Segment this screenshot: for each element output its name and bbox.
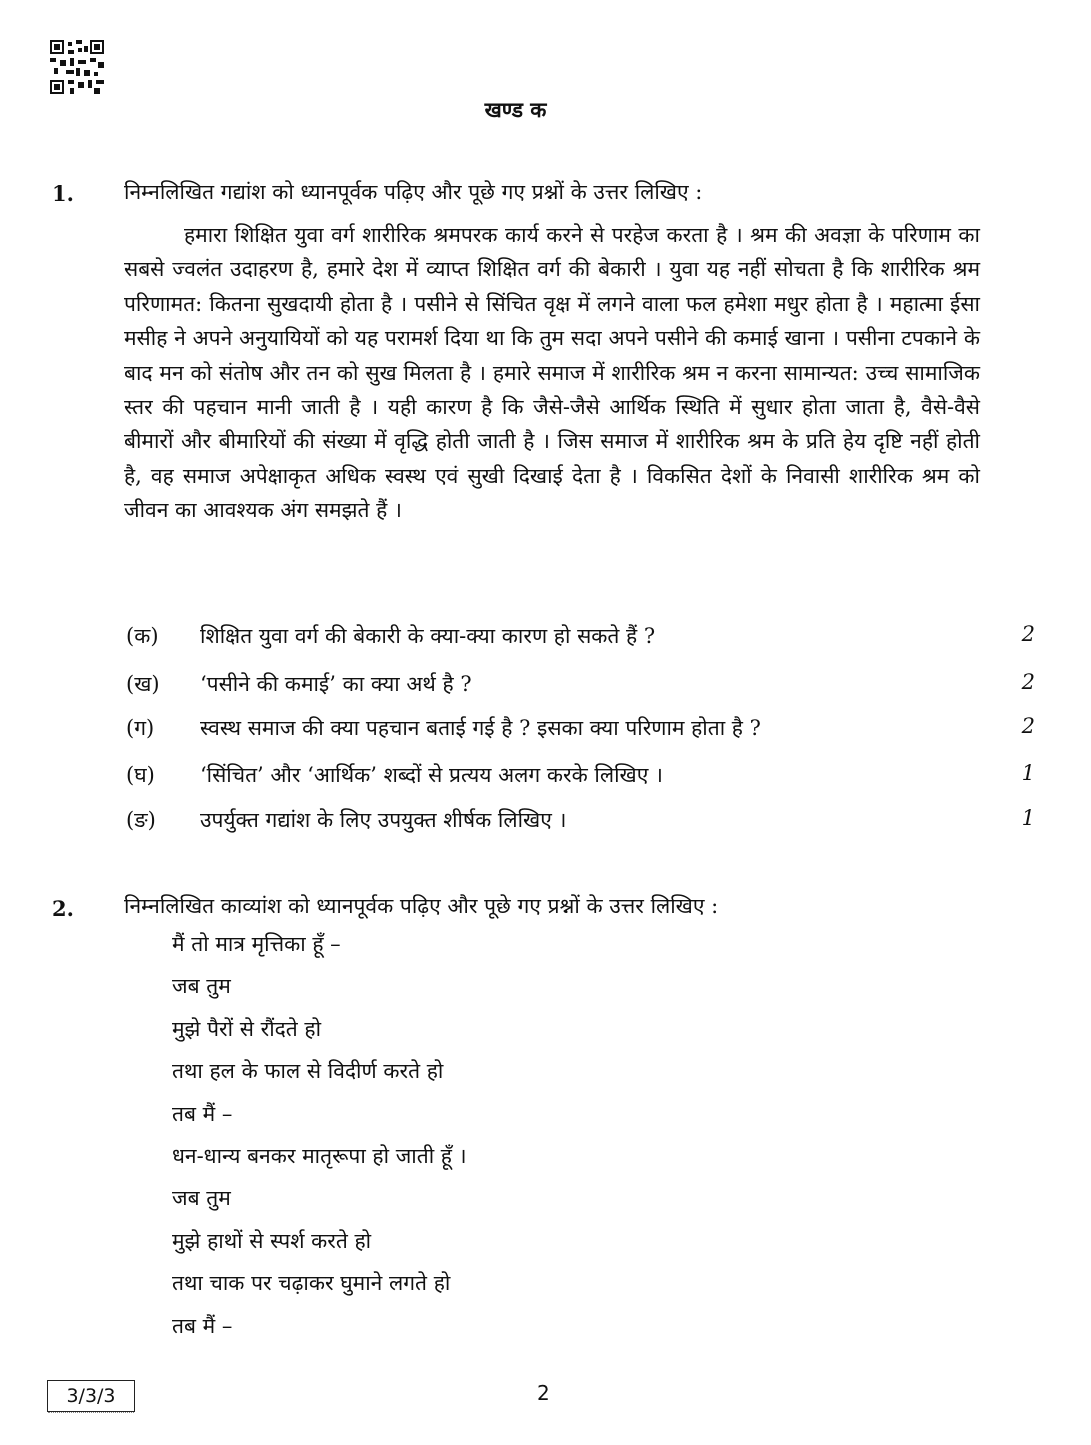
- sub-question-text: स्वस्थ समाज की क्या पहचान बताई गई है ? इसका क्या परिणाम होता है ?: [200, 716, 761, 740]
- qr-code-icon: [50, 40, 104, 94]
- sub-question-label: (क): [126, 624, 159, 648]
- section-title: खण्ड क: [484, 97, 547, 122]
- poem-line: जब तुम: [172, 1186, 231, 1211]
- poem-line: तब मैं –: [172, 1101, 233, 1126]
- sub-question-marks: 2: [1021, 714, 1035, 738]
- sub-question-label: (घ): [126, 763, 155, 787]
- question-instruction: निम्नलिखित काव्यांश को ध्यानपूर्वक पढ़िए और पूछे गए प्रश्नों के उत्तर लिखिए :: [124, 894, 719, 918]
- poem-stanza: [172, 930, 467, 1354]
- sub-question-marks: 1: [1021, 761, 1035, 785]
- sub-question-label: (ख): [126, 672, 160, 696]
- poem-line: धन-धान्य बनकर मातृरूपा हो जाती हूँ ।: [172, 1143, 467, 1168]
- question-number: 1.: [52, 181, 74, 206]
- sub-question-text: उपर्युक्त गद्यांश के लिए उपयुक्त शीर्षक लिखिए ।: [200, 808, 567, 832]
- poem-line: तब मैं –: [172, 1313, 233, 1338]
- sub-question-label: (ङ): [126, 808, 156, 832]
- poem-line: मुझे हाथों से स्पर्श करते हो: [172, 1228, 372, 1253]
- poem-line: मैं तो मात्र मृत्तिका हूँ –: [172, 932, 341, 956]
- question-instruction: निम्नलिखित गद्यांश को ध्यानपूर्वक पढ़िए और पूछे गए प्रश्नों के उत्तर लिखिए :: [124, 180, 703, 204]
- prose-passage: हमारा शिक्षित युवा वर्ग शारीरिक श्रमपरक कार्य करने से परहेज करता है । श्रम की अवज्ञा के परिणाम का सबसे ज्वलंत उदाहरण है, हमारे देश में व्याप्त शिक्षित वर्ग की बेकारी । युवा यह नहीं सोचता है कि शारीरिक श्रम परिणामत: कितना सुखदायी होता है । पसीने से सिंचित वृक्ष में लगने वाला फल हमेशा मधुर होता है । महात्मा ईसा मसीह ने अपने अनुयायियों को यह परामर्श दिया था कि तुम सदा अपने पसीने की कमाई खाना । पसीना टपकाने के बाद मन को संतोष और तन को सुख मिलता है । हमारे समाज में शारीरिक श्रम न करना सामान्यत: उच्च सामाजिक स्तर की पहचान मानी जाती है । यही कारण है कि जैसे-जैसे आर्थिक स्थिति में सुधार होता जाता है, वैसे-वैसे बीमारों और बीमारियों की संख्या में वृद्धि होती जाती है । जिस समाज में शारीरिक श्रम के प्रति हेय दृष्टि नहीं होती है, वह समाज अपेक्षाकृत अधिक स्वस्थ एवं सुखी दिखाई देता है । विकसित देशों के निवासी शारीरिक श्रम को जीवन का आवश्यक अंग समझते हैं ।: [124, 223, 980, 523]
- sub-question-marks: 2: [1021, 622, 1035, 646]
- sub-question-marks: 1: [1021, 806, 1035, 830]
- poem-line: तथा हल के फाल से विदीर्ण करते हो: [172, 1059, 444, 1084]
- poem-line: तथा चाक पर चढ़ाकर घुमाने लगते हो: [172, 1271, 451, 1296]
- page-number: 2: [537, 1381, 550, 1405]
- sub-question: [124, 806, 1044, 840]
- sub-question: [124, 670, 1044, 704]
- poem-line: जब तुम: [172, 974, 231, 999]
- sub-question-text: शिक्षित युवा वर्ग की बेकारी के क्या-क्या कारण हो सकते हैं ?: [200, 624, 656, 648]
- sub-question-marks: 2: [1021, 670, 1035, 694]
- sub-question: [124, 761, 1044, 795]
- sub-question-text: ‘सिंचित’ और ‘आर्थिक’ शब्दों से प्रत्यय अलग करके लिखिए ।: [200, 763, 663, 787]
- sub-question: [124, 714, 1044, 748]
- sub-question: [124, 622, 1044, 656]
- poem-line: मुझे पैरों से रौंदते हो: [172, 1016, 322, 1041]
- question-number: 2.: [52, 896, 74, 921]
- paper-code: 3/3/3: [47, 1380, 135, 1412]
- sub-question-label: (ग): [126, 716, 155, 740]
- sub-question-text: ‘पसीने की कमाई’ का क्या अर्थ है ?: [200, 672, 472, 696]
